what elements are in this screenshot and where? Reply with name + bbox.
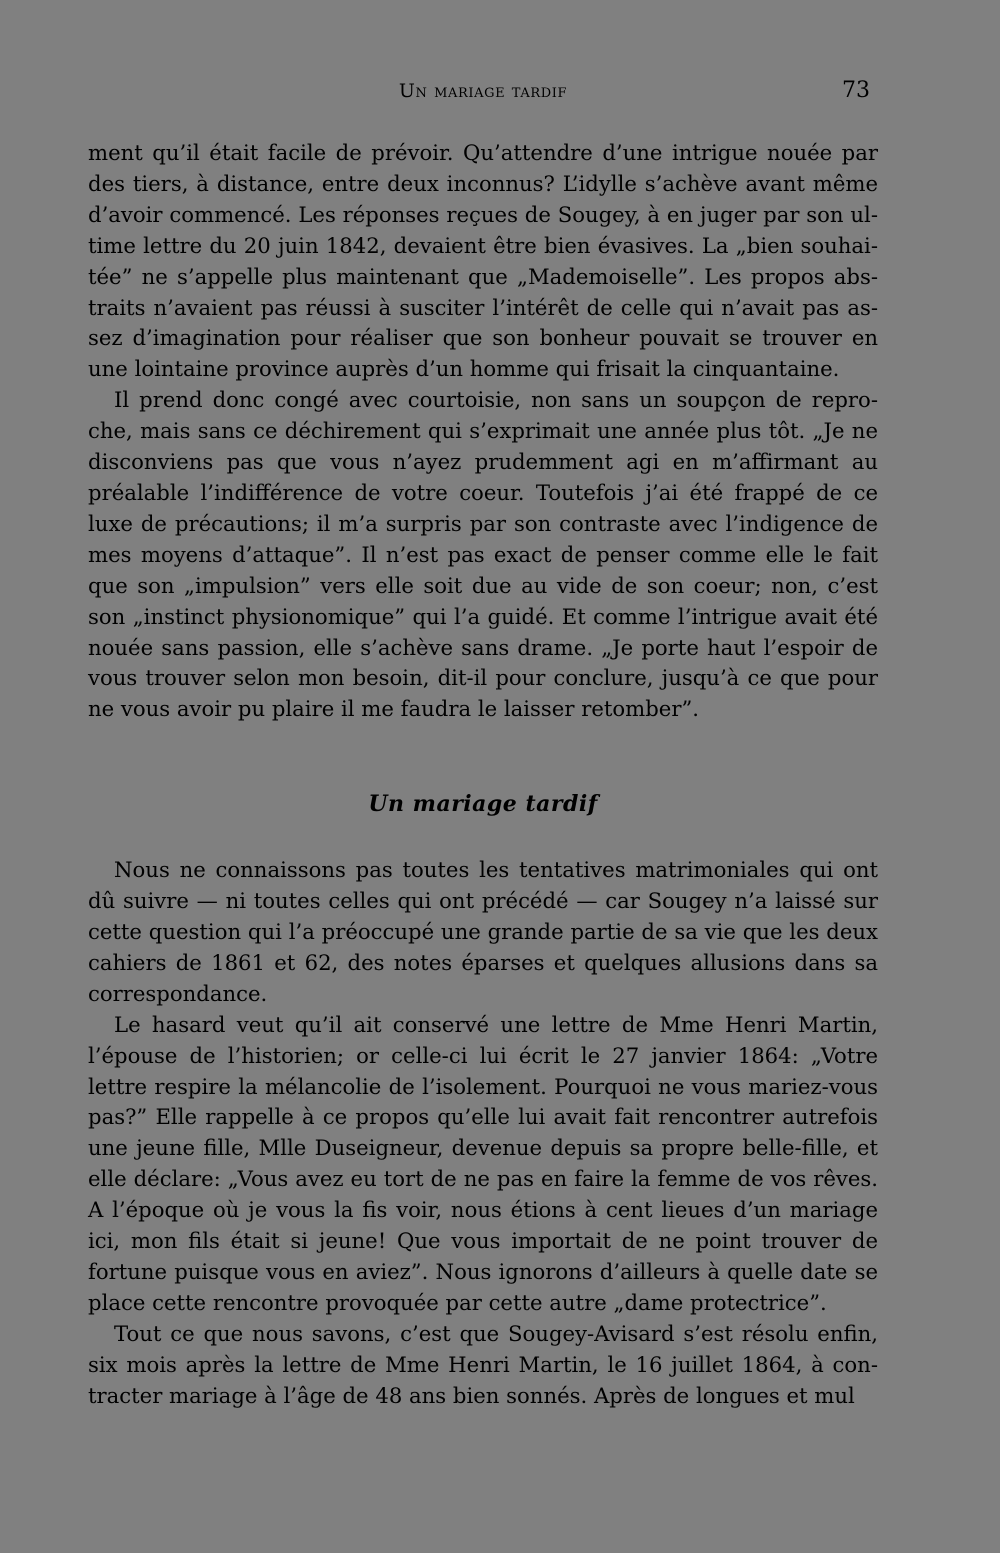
text-block-before-section <box>88 138 878 725</box>
paragraph: Tout ce que nous savons, c’est que Sougey-Avisard s’est résolu enfin, six mois après la lettre de Mme Henri Martin, le 16 juillet 1864, à contracter mariage à l’âge de 48 ans bien sonnés. Après de longues et mul <box>88 1320 878 1408</box>
paragraph: Il prend donc congé avec courtoisie, non sans un soupçon de reproche, mais sans ce déchirement qui s’exprimait une année plus tôt. „Je ne disconviens pas que vous n’ayez prudemment agi en m’affirmant au préalable l’indifférence de votre coeur. Toutefois j’ai été frappé de ce luxe de précautions; il m’a surpris par son contraste avec l’indigence de mes moyens d’attaque”. Il n’est pas exact de penser comme elle le fait que son „impulsion” vers elle soit due au vide de son coeur; non, c’est son „instinct physionomique” qui l’a guidé. Et comme l’intrigue avait été nouée sans passion, elle s’achève sans drame. „Je porte haut l’espoir de vous trouver selon mon besoin, dit-il pour conclure, jusqu’à ce que pour ne vous avoir pu plaire il me faudra le laisser retomber”. <box>88 387 878 722</box>
paragraph: Le hasard veut qu’il ait conservé une lettre de Mme Henri Martin, l’épouse de l’historien; or celle-ci lui écrit le 27 janvier 1864: „Votre lettre respire la mélancolie de l’isolement. Pourquoi ne vous mariez-vous pas?” Elle rappelle à ce propos qu’elle lui avait fait rencontrer autrefois une jeune fille, Mlle Duseigneur, devenue depuis sa propre belle-fille, et elle déclare: „Vous avez eu tort de ne pas en faire la femme de vos rêves. A l’époque où je vous la fis voir, nous étions à cent lieues d’un mariage ici, mon fils était si jeune! Que vous importait de ne point trouver de fortune puisque vous en aviez”. Nous ignorons d’ailleurs à quelle date se place cette rencontre provoquée par cette autre „dame protectrice”. <box>88 1011 878 1315</box>
text-block-after-section <box>88 855 878 1411</box>
book-page <box>88 74 878 1534</box>
paragraph: Nous ne connaissons pas toutes les tentatives matrimoniales qui ont dû suivre — ni toutes celles qui ont précédé — car Sougey n’a laissé sur cette question qui l’a préoccupé une grande partie de sa vie que les deux cahiers de 1861 et 62, des notes éparses et quelques allusions dans sa correspondance. <box>88 857 878 1006</box>
running-title: Un mariage tardif <box>398 80 568 102</box>
section-title: Un mariage tardif <box>368 791 598 818</box>
paragraph-continuation: ment qu’il était facile de prévoir. Qu’attendre d’une intrigue nouée par des tiers, à distance, entre deux inconnus? L’idylle s’achève avant même d’avoir commencé. Les réponses reçues de Sougey, à en juger par son ultime lettre du 20 juin 1842, devaient être bien évasives. La „bien souhaitée” ne s’appelle plus maintenant que „Mademoiselle”. Les propos abstraits n’avaient pas réussi à susciter l’intérêt de celle qui n’avait pas assez d’imagination pour réaliser que son bonheur pouvait se trouver en une lointaine province auprès d’un homme qui frisait la cinquantaine. <box>88 140 878 382</box>
page-number: 73 <box>842 78 870 103</box>
running-head <box>88 74 878 114</box>
